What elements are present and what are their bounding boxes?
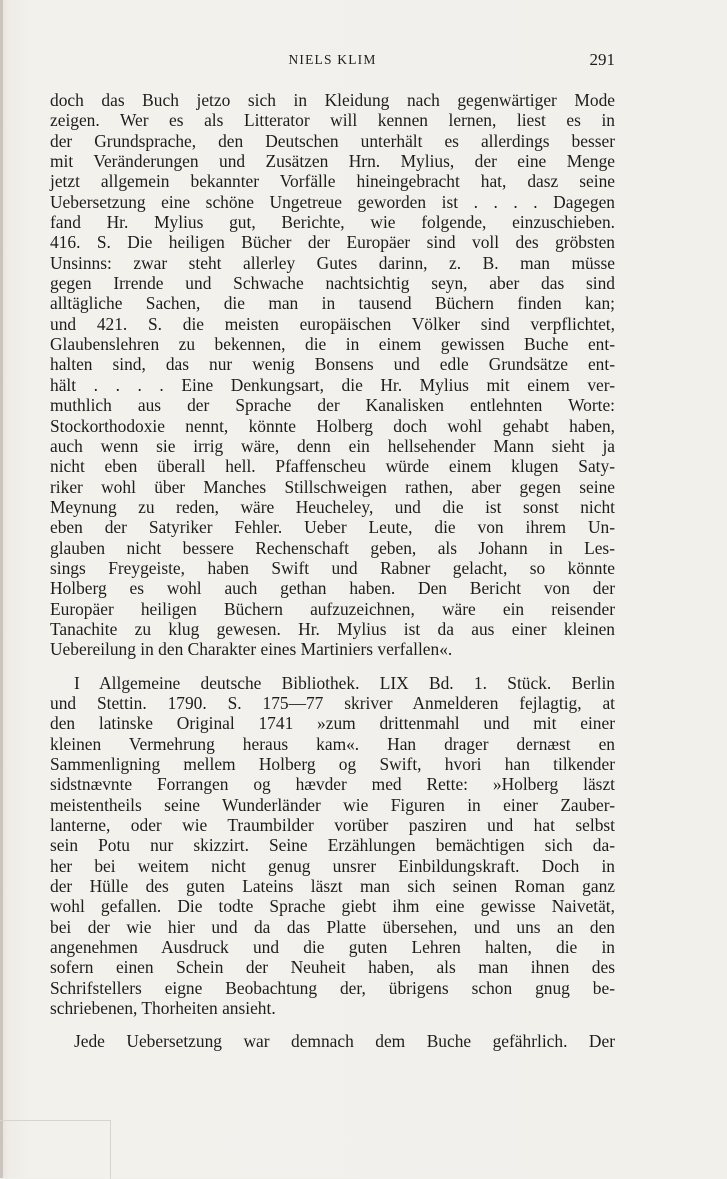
text-line: 416. S. Die heiligen Bücher der Europäer sind voll des gröbsten xyxy=(50,232,615,253)
text-line: und 421. S. die meisten europäischen Völker sind verpflichtet, xyxy=(50,313,615,334)
running-title: NIELS KLIM xyxy=(288,52,377,67)
text-line: bei der wie hier und da das Platte übersehen, und uns an den xyxy=(50,916,615,937)
body-text xyxy=(50,90,615,1052)
text-line: Jede Uebersetzung war demnach dem Buche gefährlich. Der xyxy=(74,1031,615,1052)
text-line: doch das Buch jetzo sich in Kleidung nach gegenwärtiger Mode xyxy=(50,90,615,110)
text-line: zeigen. Wer es als Litterator will kennen lernen, liest es in xyxy=(50,110,615,131)
text-line: sofern einen Schein der Neuheit haben, als man ihnen des xyxy=(50,957,615,978)
text-line: Uebersetzung eine schöne Ungetreue geworden ist . . . . Dagegen xyxy=(50,191,615,212)
text-line: jetzt allgemein bekannter Vorfälle hineingebracht hat, dasz seine xyxy=(50,171,615,192)
text-line: schriebenen, Thorheiten ansieht. xyxy=(50,998,276,1019)
text-line: Tanachite zu klug gewesen. Hr. Mylius ist da aus einer kleinen xyxy=(50,618,615,639)
text-line: der Grundsprache, den Deutschen unterhält es allerdings besser xyxy=(50,130,615,151)
paragraph-spacing xyxy=(50,1018,615,1031)
text-line: nicht eben überall hell. Pfaffenscheu würde einem klugen Saty- xyxy=(50,456,615,477)
text-line: Meynung zu reden, wäre Heucheley, und die ist sonst nicht xyxy=(50,496,615,517)
text-line: Europäer heiligen Büchern aufzuzeichnen, wäre ein reisender xyxy=(50,598,615,619)
paragraph-spacing xyxy=(50,660,615,673)
text-line: sein Potu nur skizzirt. Seine Erzählungen bemächtigen sich da- xyxy=(50,835,615,856)
text-line: der Hülle des guten Lateins läszt man sich seinen Roman ganz xyxy=(50,876,615,897)
text-line: Schrifstellers eigne Beobachtung der, übrigens schon gnug be- xyxy=(50,977,615,998)
running-head xyxy=(50,50,615,70)
text-line: Stockorthodoxie nennt, könnte Holberg doch wohl gehabt haben, xyxy=(50,415,615,436)
page-corner-fold xyxy=(0,1120,111,1179)
paragraph-footnote-review xyxy=(50,673,615,1019)
text-line: Unsinns: zwar steht allerley Gutes darinn, z. B. man müsse xyxy=(50,252,615,273)
text-line: kleinen Vermehrung heraus kam«. Han drager dernæst en xyxy=(50,733,615,754)
text-line: wohl gefallen. Die todte Sprache giebt ihm eine gewisse Naivetät, xyxy=(50,896,615,917)
text-line: glauben nicht bessere Rechenschaft geben, als Johann in Les- xyxy=(50,537,615,558)
page-number: 291 xyxy=(589,50,615,69)
text-line: lanterne, oder wie Traumbilder vorüber pasziren und hat selbst xyxy=(50,815,615,836)
text-line: sings Freygeiste, haben Swift und Rabner gelacht, so könnte xyxy=(50,557,615,578)
text-line: und Stettin. 1790. S. 175—77 skriver Anmelderen fejlagtig, at xyxy=(50,692,615,713)
text-line: halten sind, das nur wenig Bonsens und edle Grundsätze ent- xyxy=(50,354,615,375)
text-line: Glaubenslehren zu bekennen, die in einem gewissen Buche ent- xyxy=(50,334,615,355)
text-line: I Allgemeine deutsche Bibliothek. LIX Bd. 1. Stück. Berlin xyxy=(74,672,615,693)
page-spine-edge xyxy=(0,0,3,1178)
text-line: hält . . . . Eine Denkungsart, die Hr. Mylius mit einem ver- xyxy=(50,374,615,395)
paragraph-quote-continuation xyxy=(50,90,615,660)
text-line: riker wohl über Manches Stillschweigen rathen, aber gegen seine xyxy=(50,476,615,497)
text-line: muthlich aus der Sprache der Kanalisken entlehnten Worte: xyxy=(50,395,615,416)
text-line: Holberg es wohl auch gethan haben. Den Bericht von der xyxy=(50,578,615,599)
text-line: mit Veränderungen und Zusätzen Hrn. Mylius, der eine Menge xyxy=(50,151,615,172)
text-line: den latinske Original 1741 »zum drittenmahl und mit einer xyxy=(50,713,615,734)
text-line: sidstnævnte Forrangen og hævder med Rette: »Holberg läszt xyxy=(50,774,615,795)
text-line: gegen Irrende und Schwache nachtsichtig seyn, aber das sind xyxy=(50,273,615,294)
text-line: fand Hr. Mylius gut, Berichte, wie folgende, einzuschieben. xyxy=(50,212,615,233)
text-line: auch wenn sie irrig wäre, denn ein hellsehender Mann sieht ja xyxy=(50,435,615,456)
text-line: her bei weitem nicht genug unsrer Einbildungskraft. Doch in xyxy=(50,855,615,876)
text-line: meistentheils seine Wunderländer wie Figuren in einer Zauber- xyxy=(50,794,615,815)
text-line: angenehmen Ausdruck und die guten Lehren halten, die in xyxy=(50,937,615,958)
text-line: Sammenligning mellem Holberg og Swift, hvori han tilkender xyxy=(50,754,615,774)
paragraph-final xyxy=(50,1031,615,1051)
text-line: alltägliche Sachen, die man in tausend Büchern finden kan; xyxy=(50,293,615,314)
text-line: eben der Satyriker Fehler. Ueber Leute, die von ihrem Un- xyxy=(50,517,615,538)
text-line: Uebereilung in den Charakter eines Martiniers verfallen«. xyxy=(50,639,453,660)
